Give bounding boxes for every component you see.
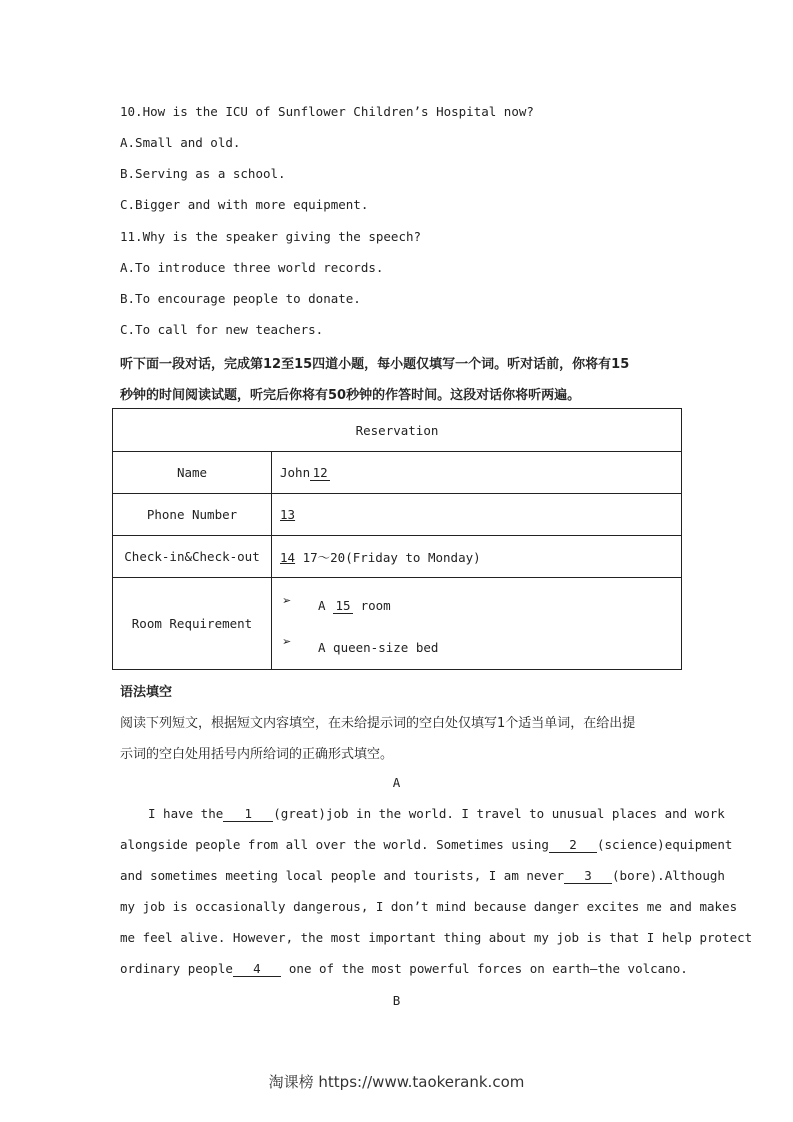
room-item-1 <box>318 598 391 614</box>
p2-post: (science)equipment <box>596 837 733 852</box>
reservation-table <box>112 408 682 670</box>
room-item1-suffix: room <box>360 598 391 613</box>
room-item-2: A queen-size bed <box>318 640 439 655</box>
room-item1-prefix: A <box>318 598 326 613</box>
blank-15: 15 <box>333 599 353 614</box>
table-title: Reservation <box>113 409 682 452</box>
check-cell <box>272 536 682 578</box>
room-label: Room Requirement <box>113 578 272 670</box>
p6-post: one of the most powerful forces on earth—the volcano. <box>288 961 688 976</box>
footer-watermark: 淘课榜 https://www.taokerank.com <box>268 1073 525 1091</box>
q11-option-a: A.To introduce three world records. <box>120 260 384 275</box>
name-label: Name <box>113 452 272 494</box>
blank-1: 1 <box>223 807 273 822</box>
p3-post: (bore).Although <box>612 868 725 883</box>
passage-line-6 <box>120 961 688 977</box>
passage-line-3 <box>120 868 725 884</box>
name-cell <box>272 452 682 494</box>
check-value: 17～20(Friday to Monday) <box>302 549 481 565</box>
blank-4: 4 <box>233 962 281 977</box>
listening-instructions-line2: 秒钟的时间阅读试题，听完后你将有50秒钟的作答时间。这段对话你将听两遍。 <box>120 388 581 403</box>
phone-label: Phone Number <box>113 494 272 536</box>
section-a-label: A <box>392 775 401 790</box>
blank-2: 2 <box>549 838 597 853</box>
passage-line-2 <box>120 837 733 853</box>
p1-pre: I have the <box>148 806 224 821</box>
grammar-instructions-line1: 阅读下列短文，根据短文内容填空，在未给提示词的空白处仅填写1个适当单词，在给出提 <box>120 716 636 731</box>
arrow-bullet-icon: ➢ <box>282 594 292 607</box>
p3-pre: and sometimes meeting local people and tourists, I am never <box>120 868 565 883</box>
blank-13: 13 <box>280 507 296 522</box>
q11-question: 11.Why is the speaker giving the speech? <box>120 229 422 244</box>
passage-line-4: my job is occasionally dangerous, I don’t mind because danger excites me and makes <box>120 899 738 914</box>
phone-cell <box>272 494 682 536</box>
name-value: John <box>280 464 311 480</box>
q11-option-c: C.To call for new teachers. <box>120 322 324 337</box>
grammar-instructions-line2: 示词的空白处用括号内所给词的正确形式填空。 <box>120 747 394 762</box>
passage-a <box>120 806 753 986</box>
check-label: Check-in&Check-out <box>113 536 272 578</box>
arrow-bullet-icon: ➢ <box>282 635 292 648</box>
passage-line-5: me feel alive. However, the most important thing about my job is that I help protect <box>120 930 753 945</box>
q10-option-a: A.Small and old. <box>120 135 241 150</box>
grammar-heading: 语法填空 <box>120 685 173 700</box>
p2-pre: alongside people from all over the world. Sometimes using <box>120 837 549 852</box>
blank-3: 3 <box>564 869 612 884</box>
passage-line-1 <box>148 806 725 822</box>
q10-option-b: B.Serving as a school. <box>120 166 286 181</box>
p6-pre: ordinary people <box>120 961 233 976</box>
listening-instructions-line1: 听下面一段对话，完成第12至15四道小题，每小题仅填写一个词。听对话前，你将有15 <box>120 357 630 372</box>
room-cell <box>272 578 682 670</box>
q10-option-c: C.Bigger and with more equipment. <box>120 197 369 212</box>
blank-14: 14 <box>280 549 296 565</box>
blank-12: 12 <box>310 466 330 481</box>
q10-question: 10.How is the ICU of Sunflower Children’s Hospital now? <box>120 104 534 119</box>
p1-post: (great)job in the world. I travel to unusual places and work <box>273 806 725 821</box>
section-b-label: B <box>392 993 401 1008</box>
q11-option-b: B.To encourage people to donate. <box>120 291 361 306</box>
